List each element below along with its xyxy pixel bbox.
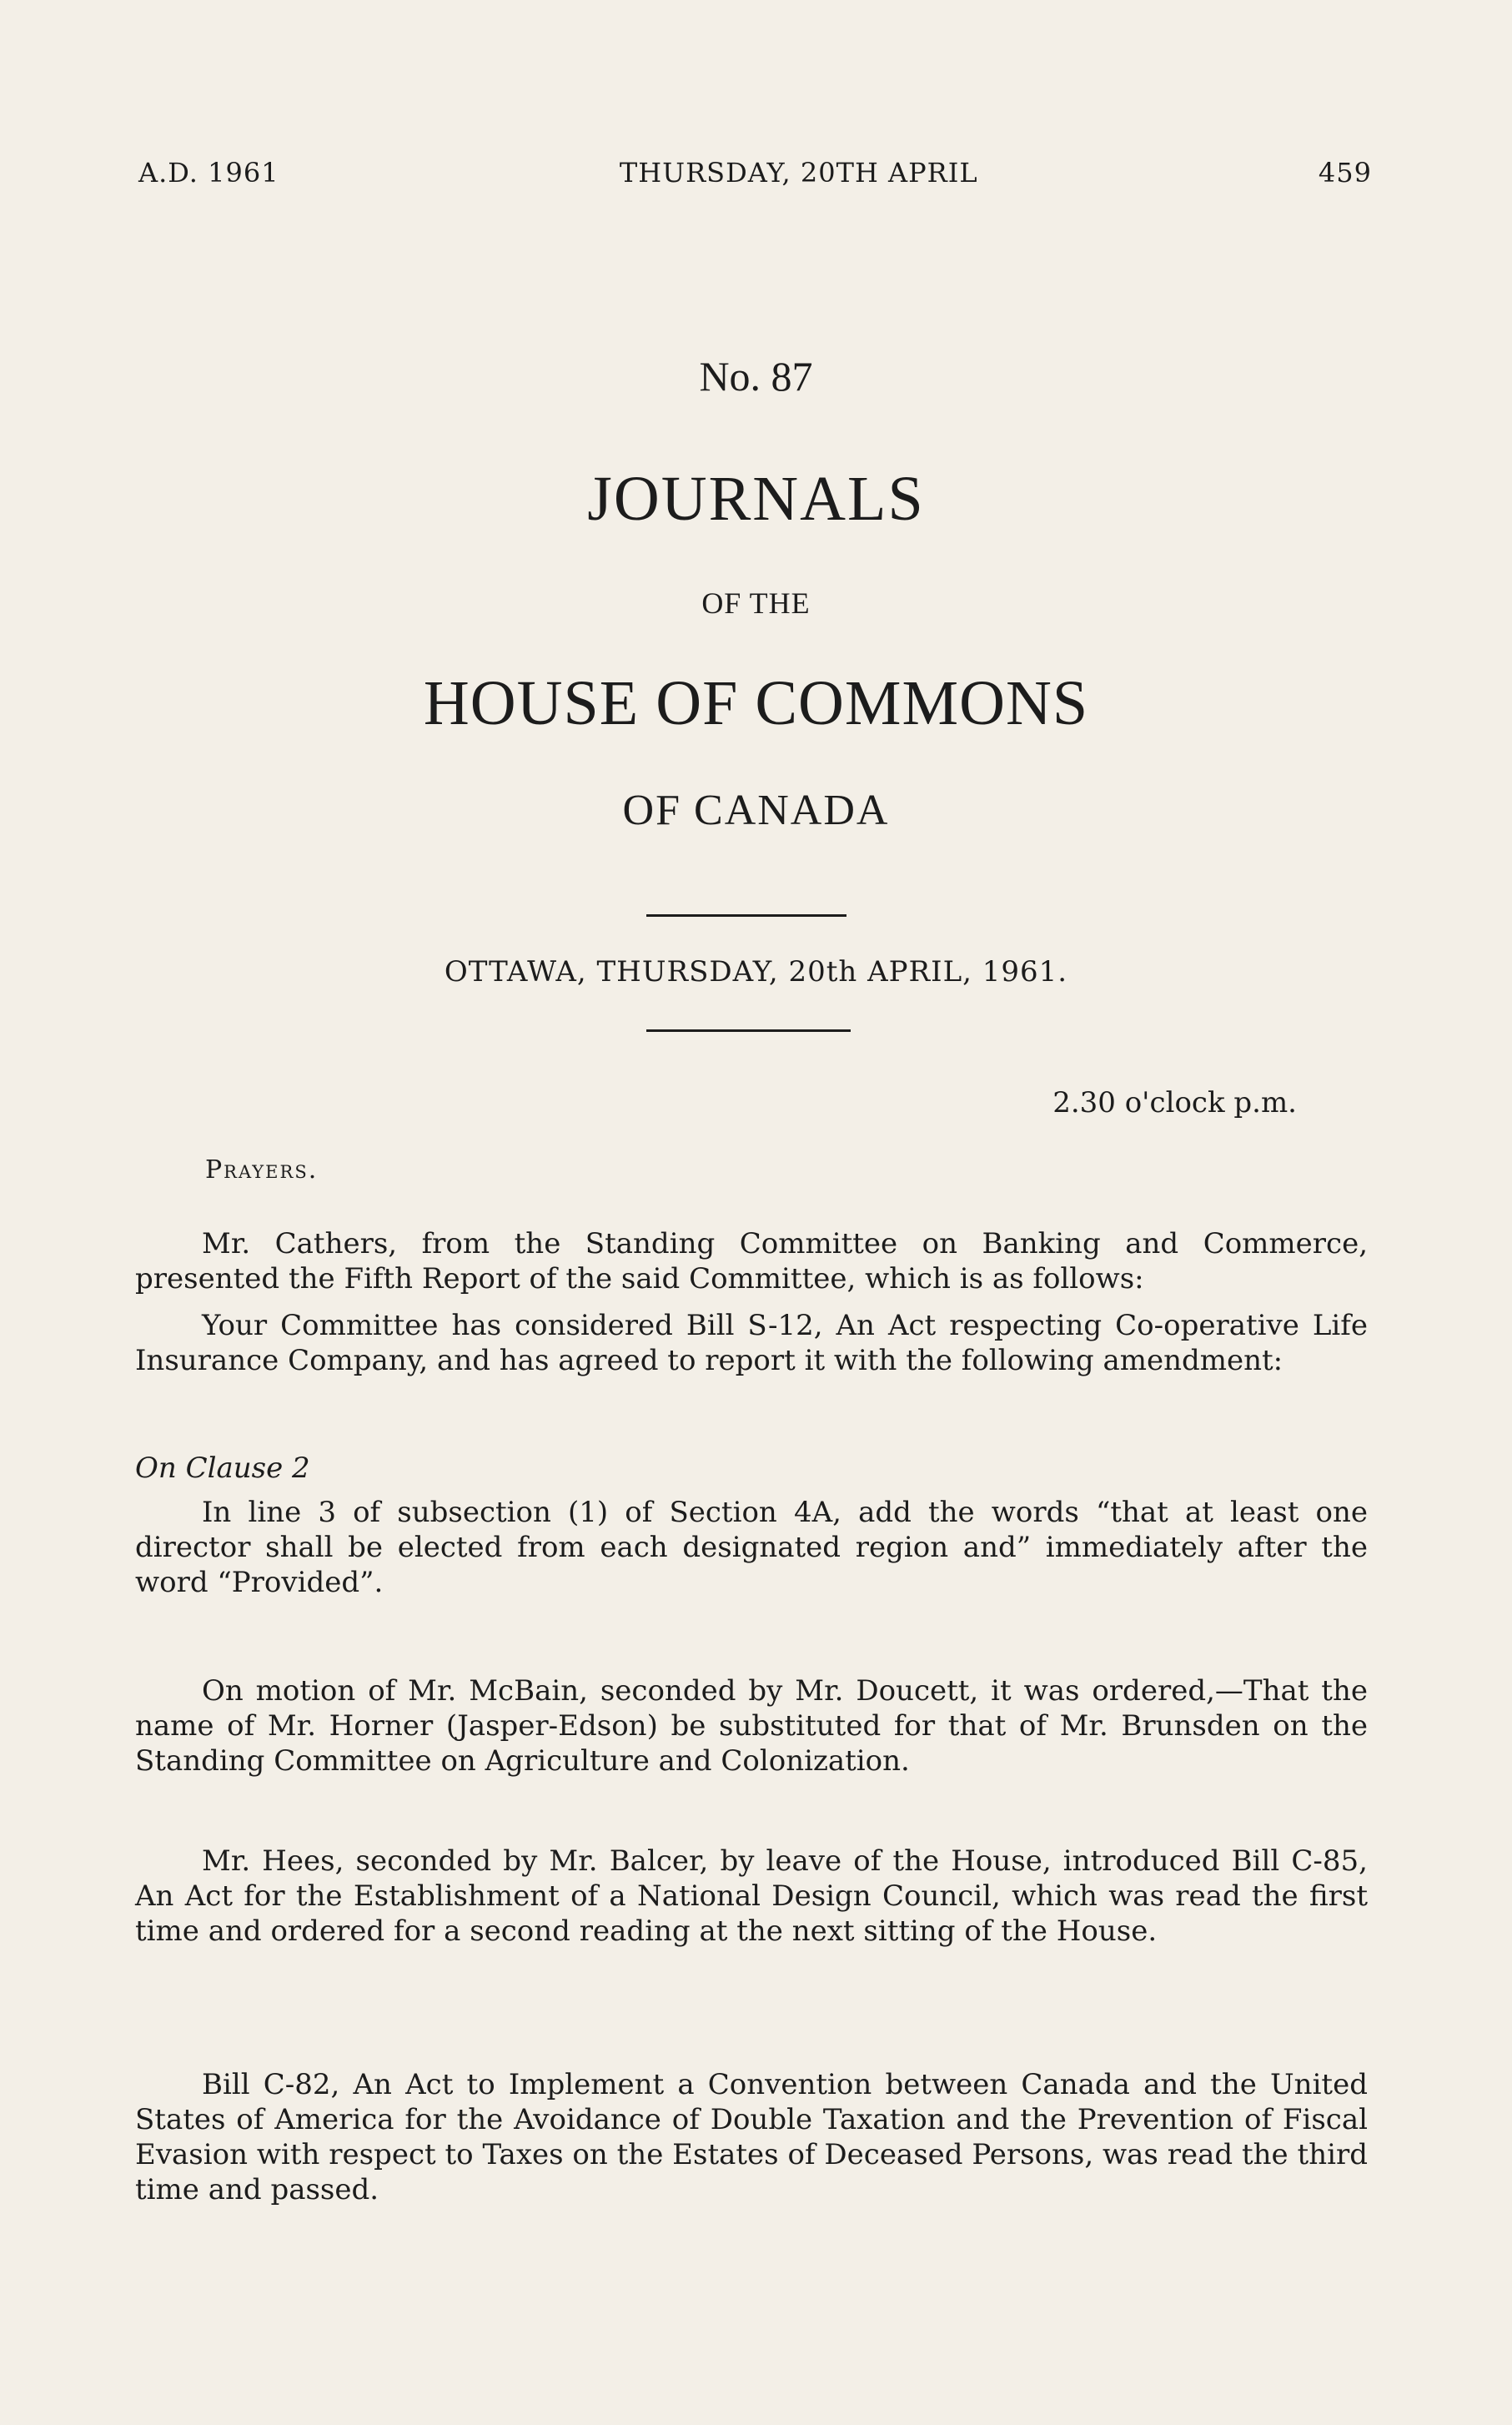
header-date: THURSDAY, 20TH APRIL (619, 157, 978, 189)
running-header (138, 157, 1372, 189)
paragraph-text: On motion of Mr. McBain, seconded by Mr. Doucett, it was ordered,—That the name of Mr. Horner (Jasper-Edson) be substituted for that of Mr. Brunsden on the Standing Committee on Agriculture and Colonization. (135, 1674, 1368, 1778)
paragraph-amendment (135, 1495, 1368, 1600)
journals-title: JOURNALS (587, 464, 925, 534)
clause-heading: On Clause 2 (135, 1451, 310, 1485)
header-year: A.D. 1961 (138, 157, 279, 189)
page-number: 459 (1318, 157, 1372, 189)
paragraph-text: Your Committee has considered Bill S-12, An Act respecting Co-operative Life Insurance Company, and has agreed to report it with the following amendment: (135, 1309, 1368, 1377)
of-the-line: OF THE (701, 586, 811, 620)
paragraph-bill-c85 (135, 1844, 1368, 1949)
divider-rule-top (646, 914, 846, 917)
paragraph-motion-substitution (135, 1673, 1368, 1779)
paragraph-text: Mr. Cathers, from the Standing Committee on Banking and Commerce, presented the Fifth Report of the said Committee, which is as follows: (135, 1227, 1368, 1296)
sitting-time: 2.30 o'clock p.m. (1052, 1086, 1297, 1119)
issue-number: No. 87 (699, 353, 813, 400)
paragraph-bill-c82 (135, 2067, 1368, 2207)
paragraph-text: Bill C-82, An Act to Implement a Convention between Canada and the United States of America for the Avoidance of Double Taxation and the Prevention of Fiscal Evasion with respect to Taxes on the Estates of Deceased Persons, was read the third time and passed. (135, 2068, 1368, 2206)
paragraph-text: In line 3 of subsection (1) of Section 4A, add the words “that at least one director shall be elected from each designated region and” immediately after the word “Provided”. (135, 1496, 1368, 1599)
paragraph-text: Mr. Hees, seconded by Mr. Balcer, by leave of the House, introduced Bill C-85, An Act for the Establishment of a National Design Council, which was read the first time and ordered for a second reading at the next sitting of the House. (135, 1844, 1368, 1948)
of-canada-line: OF CANADA (622, 787, 890, 834)
session-date-line: OTTAWA, THURSDAY, 20th APRIL, 1961. (444, 955, 1068, 989)
paragraph-committee-report (135, 1226, 1368, 1296)
paragraph-bill-s12 (135, 1308, 1368, 1378)
divider-rule-bottom (646, 1029, 851, 1032)
prayers-heading: Prayers. (205, 1155, 319, 1185)
house-of-commons-title: HOUSE OF COMMONS (423, 668, 1089, 738)
